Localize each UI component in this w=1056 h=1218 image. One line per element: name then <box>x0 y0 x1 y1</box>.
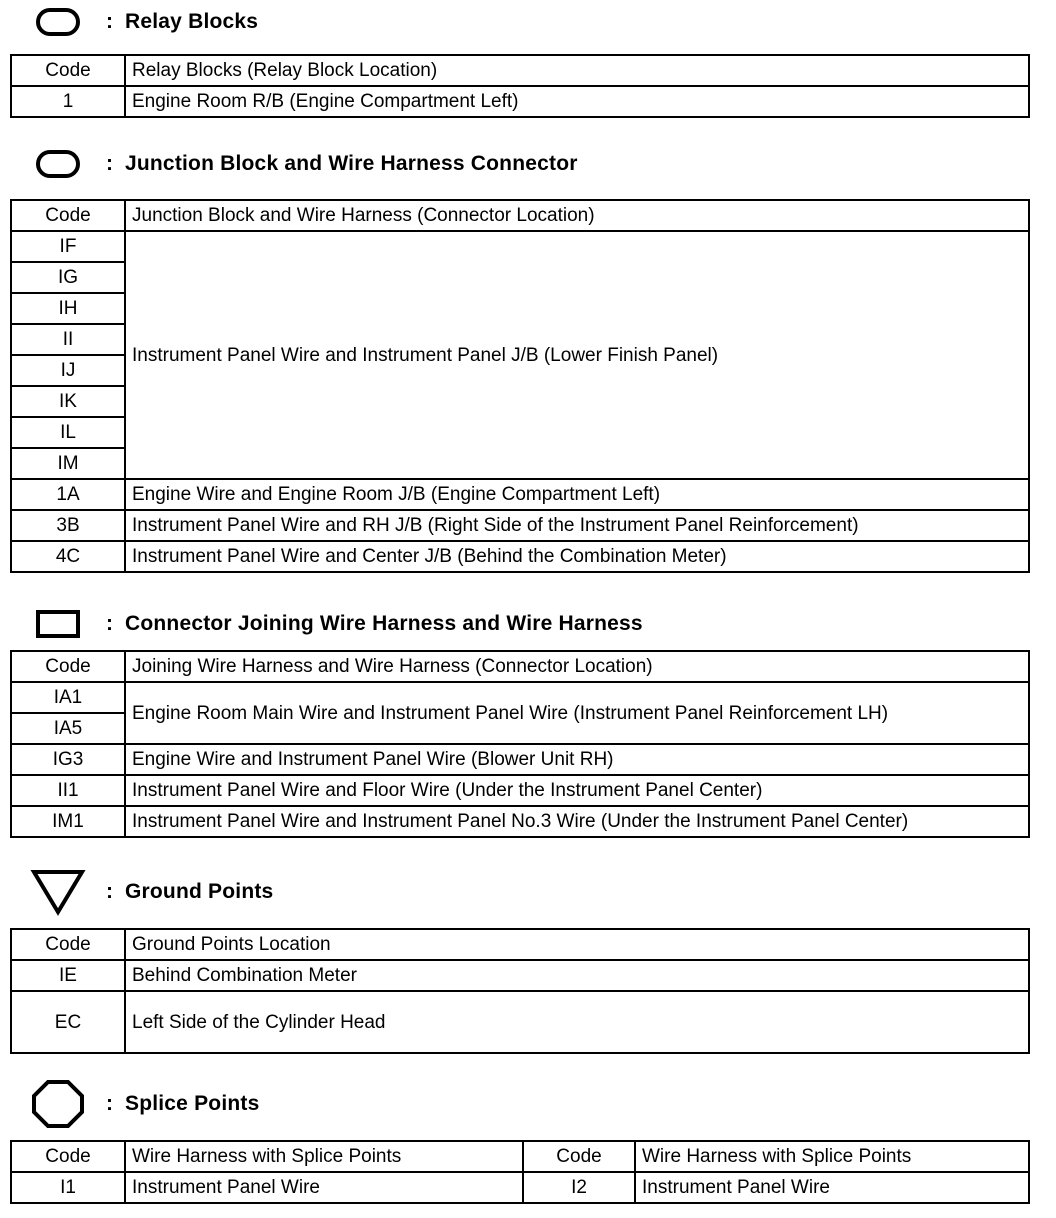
description-cell: Behind Combination Meter <box>125 960 1029 991</box>
description-header: Wire Harness with Splice Points <box>635 1141 1029 1172</box>
heading-colon: : <box>106 612 113 635</box>
octagon-icon <box>30 1084 86 1124</box>
code-cell: IM1 <box>11 806 125 837</box>
code-cell: II1 <box>11 775 125 806</box>
description-cell: Instrument Panel Wire and Center J/B (Behind the Combination Meter) <box>125 541 1029 572</box>
code-cell: IG3 <box>11 744 125 775</box>
description-header: Joining Wire Harness and Wire Harness (Connector Location) <box>125 651 1029 682</box>
rounded-oval-icon <box>30 2 86 42</box>
table-row <box>11 541 1029 572</box>
table-header-row <box>11 929 1029 960</box>
table-row <box>11 231 1029 262</box>
code-cell: IG <box>11 262 125 293</box>
table-row <box>11 86 1029 117</box>
code-header: Code <box>523 1141 635 1172</box>
table-row <box>11 806 1029 837</box>
code-header: Code <box>11 1141 125 1172</box>
code-header: Code <box>11 200 125 231</box>
code-cell: IF <box>11 231 125 262</box>
description-cell: Instrument Panel Wire and Instrument Panel J/B (Lower Finish Panel) <box>125 231 1029 479</box>
table-row <box>11 1172 1029 1203</box>
code-cell: IJ <box>11 355 125 386</box>
heading-colon: : <box>106 10 113 33</box>
down-triangle-icon <box>30 872 86 912</box>
rounded-oval-icon <box>30 144 86 184</box>
description-cell: Instrument Panel Wire and Instrument Panel No.3 Wire (Under the Instrument Panel Center) <box>125 806 1029 837</box>
section-title: Ground Points <box>125 880 274 903</box>
description-header: Junction Block and Wire Harness (Connector Location) <box>125 200 1029 231</box>
ground-points-table <box>10 928 1030 1054</box>
description-cell: Instrument Panel Wire and Floor Wire (Under the Instrument Panel Center) <box>125 775 1029 806</box>
code-cell: IL <box>11 417 125 448</box>
table-header-row <box>11 651 1029 682</box>
section-title: Splice Points <box>125 1092 260 1115</box>
connectors-table <box>10 650 1030 838</box>
code-cell: 1 <box>11 86 125 117</box>
description-header: Relay Blocks (Relay Block Location) <box>125 55 1029 86</box>
table-row <box>11 991 1029 1053</box>
table-row <box>11 510 1029 541</box>
description-header: Ground Points Location <box>125 929 1029 960</box>
code-cell: EC <box>11 991 125 1053</box>
code-cell: I2 <box>523 1172 635 1203</box>
code-cell: 4C <box>11 541 125 572</box>
code-cell: IE <box>11 960 125 991</box>
table-header-row <box>11 1141 1029 1172</box>
code-cell: IA5 <box>11 713 125 744</box>
code-header: Code <box>11 55 125 86</box>
ground-points-heading <box>30 872 273 912</box>
code-cell: I1 <box>11 1172 125 1203</box>
connectors-heading <box>30 604 643 644</box>
splice-points-table <box>10 1140 1030 1204</box>
code-header: Code <box>11 651 125 682</box>
section-title: Relay Blocks <box>125 10 259 33</box>
heading-colon: : <box>106 152 113 175</box>
code-cell: IA1 <box>11 682 125 713</box>
table-row <box>11 682 1029 713</box>
code-cell: II <box>11 324 125 355</box>
description-cell: Left Side of the Cylinder Head <box>125 991 1029 1053</box>
table-row <box>11 744 1029 775</box>
relay-blocks-heading <box>30 2 258 42</box>
description-cell: Engine Room Main Wire and Instrument Panel Wire (Instrument Panel Reinforcement LH) <box>125 682 1029 744</box>
description-cell: Engine Wire and Instrument Panel Wire (Blower Unit RH) <box>125 744 1029 775</box>
description-header: Wire Harness with Splice Points <box>125 1141 523 1172</box>
description-cell: Engine Wire and Engine Room J/B (Engine Compartment Left) <box>125 479 1029 510</box>
description-cell: Instrument Panel Wire and RH J/B (Right Side of the Instrument Panel Reinforcement) <box>125 510 1029 541</box>
table-row <box>11 479 1029 510</box>
table-row <box>11 775 1029 806</box>
code-cell: IK <box>11 386 125 417</box>
junction-blocks-heading <box>30 144 578 184</box>
section-title: Connector Joining Wire Harness and Wire Harness <box>125 612 643 635</box>
junction-blocks-table <box>10 199 1030 573</box>
code-header: Code <box>11 929 125 960</box>
table-header-row <box>11 200 1029 231</box>
rectangle-icon <box>30 604 86 644</box>
description-cell: Instrument Panel Wire <box>125 1172 523 1203</box>
table-header-row <box>11 55 1029 86</box>
description-cell: Instrument Panel Wire <box>635 1172 1029 1203</box>
code-cell: IM <box>11 448 125 479</box>
code-cell: 3B <box>11 510 125 541</box>
code-cell: IH <box>11 293 125 324</box>
section-title: Junction Block and Wire Harness Connector <box>125 152 578 175</box>
description-cell: Engine Room R/B (Engine Compartment Left) <box>125 86 1029 117</box>
relay-blocks-table <box>10 54 1030 118</box>
table-row <box>11 960 1029 991</box>
code-cell: 1A <box>11 479 125 510</box>
heading-colon: : <box>106 880 113 903</box>
heading-colon: : <box>106 1092 113 1115</box>
splice-points-heading <box>30 1084 259 1124</box>
